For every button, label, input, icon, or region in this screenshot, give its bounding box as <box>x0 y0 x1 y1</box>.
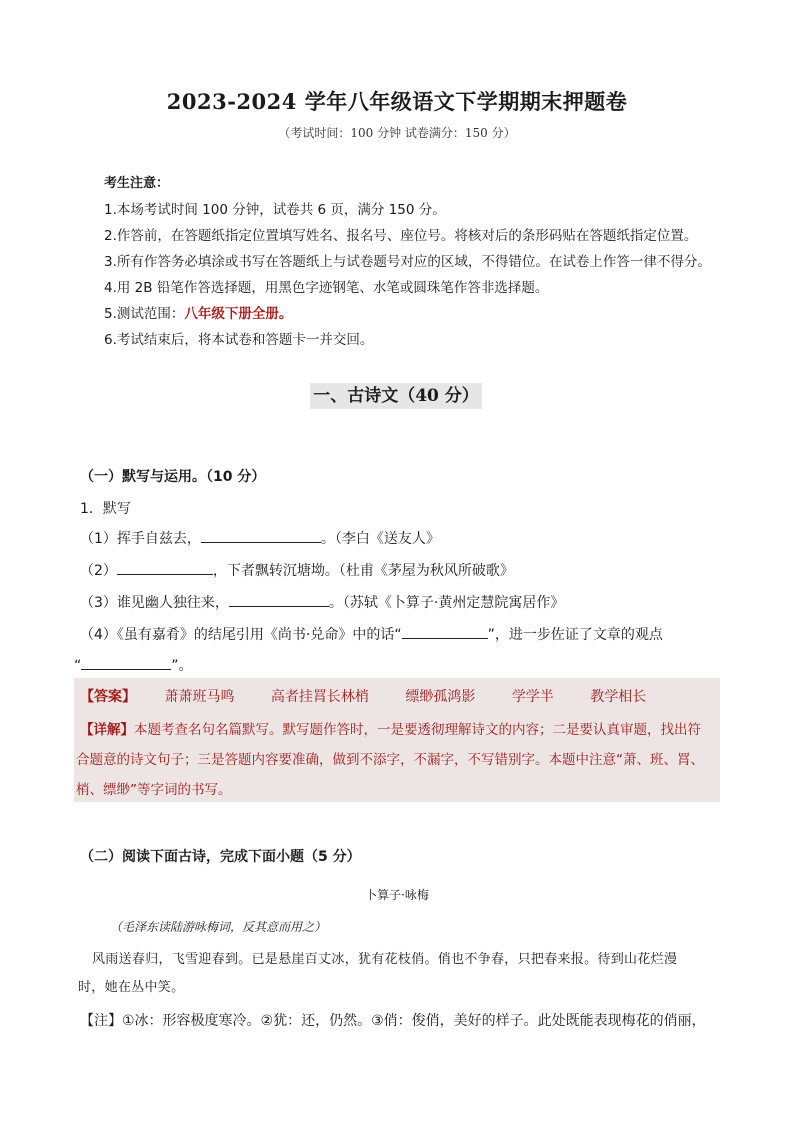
answer-blank-3[interactable] <box>229 592 329 607</box>
poem-line-1: 风雨送春归，飞雪迎春到。已是悬崖百丈冰，犹有花枝俏。俏也不争春，只把春来报。待到山花烂漫 <box>92 952 678 967</box>
detail-line-2: 合题意的诗文句子；三是答题内容要准确，做到不添字，不漏字，不写错别字。本题中注意“萧、班、罥、 <box>76 752 704 768</box>
answer-item: 教学相长 <box>590 689 647 705</box>
answer-item: 高者挂罥长林梢 <box>270 689 369 705</box>
question-2-suffix: ，下者飘转沉塘坳。（杜甫《茅屋为秋风所破歌》 <box>212 563 514 579</box>
question-4-prefix: （4）《虽有嘉肴》的结尾引用《尚书·兑命》中的话“ <box>80 627 402 643</box>
answer-blank-1[interactable] <box>201 528 321 543</box>
part1-heading: （一）默写与运用。（10 分） <box>80 469 266 485</box>
question-label: 1．默写 <box>80 501 131 517</box>
part2-heading: （二）阅读下面古诗，完成下面小题（5 分） <box>80 849 361 865</box>
question-4 <box>80 624 663 644</box>
detail-text-1: 本题考查名句名篇默写。默写题作答时，一是要透彻理解诗文的内容；二是要认真审题，找出符 <box>134 722 701 738</box>
detail-tag: 【详解】 <box>80 722 134 738</box>
note-item-3: 3.所有作答务必填涂或书写在答题纸上与试卷题号对应的区域，不得错位。在试卷上作答一律不得分。 <box>104 254 711 270</box>
notes-heading: 考生注意： <box>104 176 170 191</box>
answer-blank-2[interactable] <box>117 560 213 575</box>
note-item-1: 1.本场考试时间 100 分钟，试卷共 6 页，满分 150 分。 <box>104 202 446 218</box>
question-1-prefix: （1）挥手自兹去， <box>80 531 201 547</box>
question-2-prefix: （2） <box>80 563 117 579</box>
answer-blank-4[interactable] <box>402 624 488 639</box>
exam-subtitle: （考试时间：100 分钟 试卷满分：150 分） <box>278 126 516 140</box>
question-3-prefix: （3）谁见幽人独往来， <box>80 595 229 611</box>
question-4-continued <box>74 655 193 675</box>
answer-row <box>80 686 646 706</box>
exam-title: 2023-2024 学年八年级语文下学期期末押题卷 <box>166 89 628 114</box>
poem-preface: （毛泽东读陆游咏梅词，反其意而用之） <box>110 920 327 934</box>
poem-line-2: 时，她在丛中笑。 <box>78 980 185 995</box>
answer-tag: 【答案】 <box>80 689 136 705</box>
question-4b-prefix: “ <box>74 658 82 674</box>
test-scope-highlight: 八年级下册全册。 <box>184 306 293 322</box>
note-item-4: 4.用 2B 铅笔作答选择题，用黑色字迹钢笔、水笔或圆珠笔作答非选择题。 <box>104 280 549 296</box>
note-item-2: 2.作答前，在答题纸指定位置填写姓名、报名号、座位号。将核对后的条形码贴在答题纸指定位置。 <box>104 228 698 244</box>
question-1-suffix: 。（李白《送友人》 <box>320 531 440 547</box>
note-item-5 <box>104 302 292 322</box>
question-2 <box>80 560 514 580</box>
note-item-5-prefix: 5.测试范围： <box>104 306 185 322</box>
question-1 <box>80 528 440 548</box>
question-4b-suffix: ”。 <box>171 658 193 674</box>
question-3 <box>80 592 564 612</box>
answer-blank-5[interactable] <box>81 655 171 670</box>
question-4-suffix: ”，进一步佐证了文章的观点 <box>487 627 663 643</box>
detail-line-1 <box>80 718 701 738</box>
answer-item: 缥缈孤鸿影 <box>405 689 476 705</box>
answer-item: 学学半 <box>511 689 554 705</box>
answer-item: 萧萧班马鸣 <box>164 689 235 705</box>
poem-title: 卜算子·咏梅 <box>365 888 429 902</box>
detail-line-3: 梢、缥缈”等字词的书写。 <box>76 782 232 798</box>
note-item-6: 6.考试结束后，将本试卷和答题卡一并交回。 <box>104 332 374 348</box>
question-3-suffix: 。（苏轼《卜算子·黄州定慧院寓居作》 <box>328 595 565 611</box>
poem-annotation: 【注】①冰：形容极度寒冷。②犹：还，仍然。③俏：俊俏，美好的样子。此处既能表现梅花的俏丽， <box>80 1013 706 1029</box>
section-title: 一、古诗文（40 分） <box>310 383 482 409</box>
